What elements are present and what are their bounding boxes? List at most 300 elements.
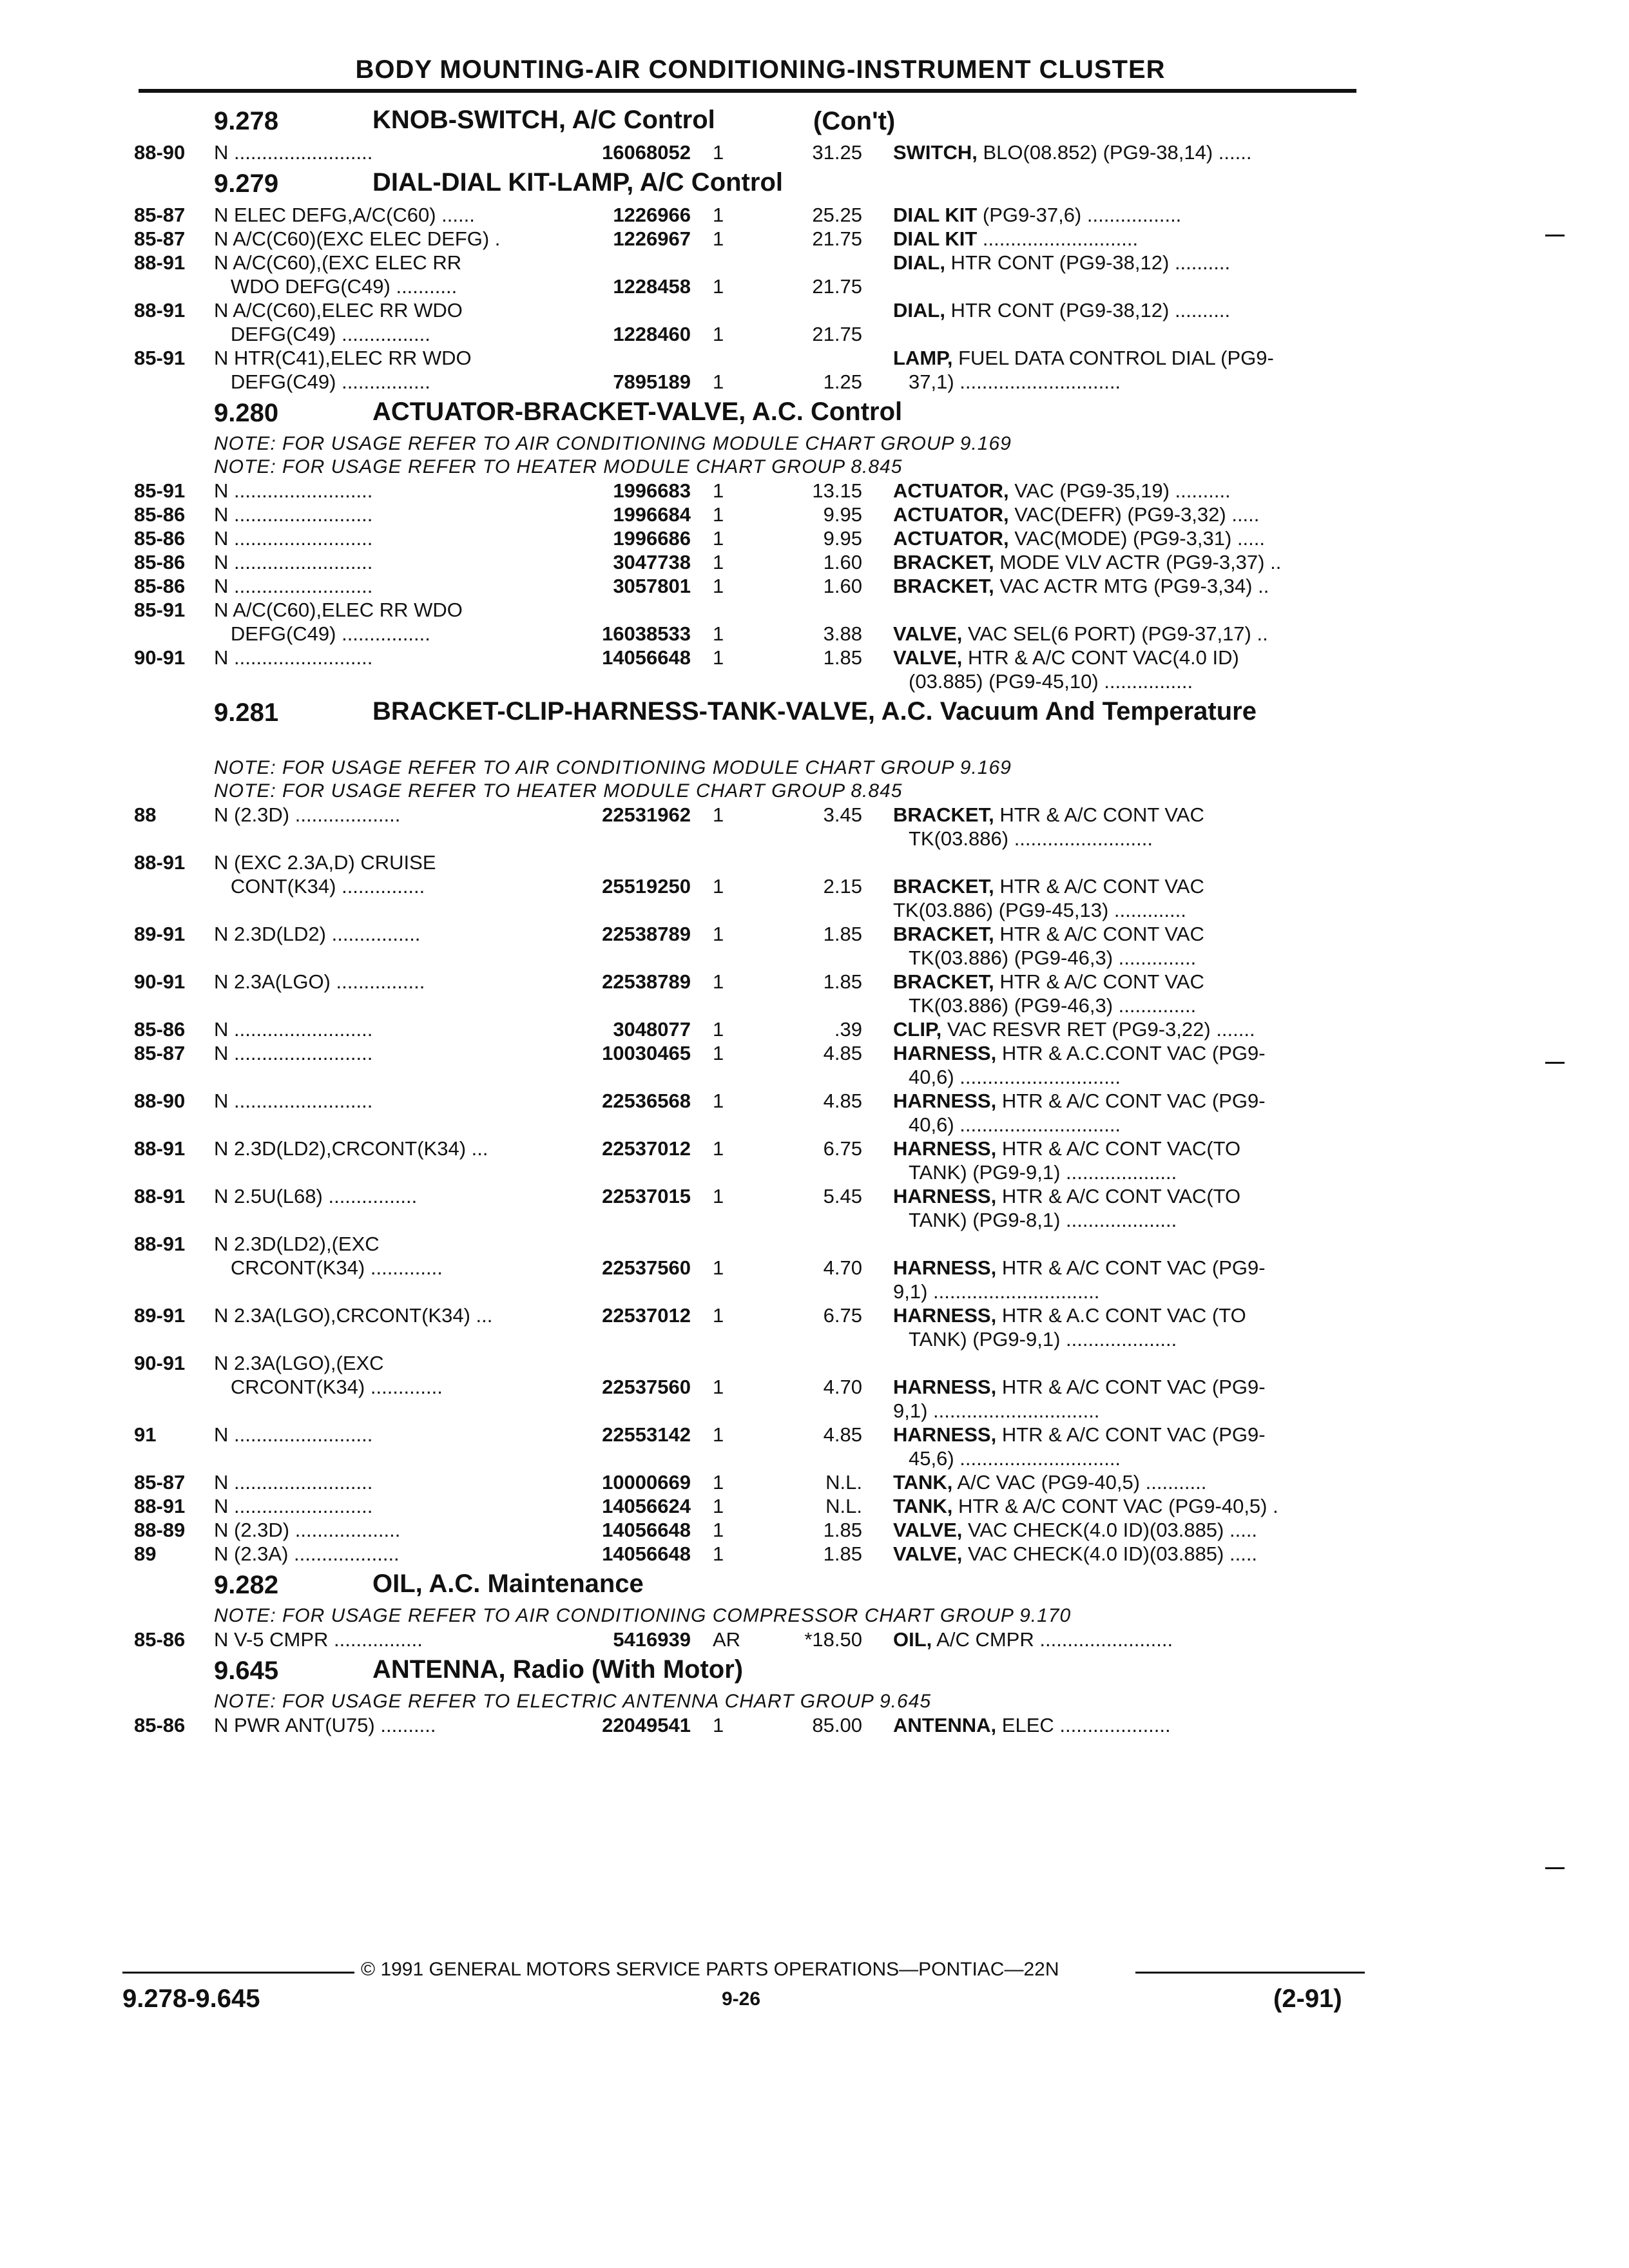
table-row: [0, 526, 1629, 550]
part-name-line: [893, 1327, 1364, 1351]
section-title: BRACKET-CLIP-HARNESS-TANK-VALVE, A.C. Vacuum And Temperature: [372, 697, 1257, 726]
table-row: [0, 1713, 1629, 1737]
section-number: 9.278: [214, 107, 279, 135]
part-name-line: [893, 669, 1364, 693]
table-row: [0, 1089, 1629, 1137]
usage-description: [214, 1184, 562, 1208]
part-name: [893, 251, 1364, 274]
part-name: [893, 1470, 1364, 1494]
part-number: 22553142: [602, 1423, 691, 1446]
part-name-line: [893, 574, 1364, 598]
price: 1.85: [823, 1542, 862, 1565]
usage-description: [214, 1041, 562, 1065]
usage-description: [214, 1423, 562, 1446]
usage-note: NOTE: FOR USAGE REFER TO ELECTRIC ANTENNA CHART GROUP 9.645: [214, 1691, 932, 1712]
part-name-keyword: BRACKET,: [893, 970, 994, 993]
part-name-detail: VAC CHECK(4.0 ID)(03.885) .....: [962, 1519, 1258, 1541]
part-name-line: [893, 1208, 1364, 1232]
part-name: [893, 1017, 1364, 1041]
part-name-keyword: VALVE,: [893, 646, 963, 669]
part-name-keyword: ANTENNA,: [893, 1714, 997, 1736]
part-number: 1996684: [613, 503, 691, 526]
usage-description-line: N HTR(C41),ELEC RR WDO: [214, 347, 472, 369]
usage-description-line: N .........................: [214, 1042, 373, 1064]
part-name-detail: 40,6) .............................: [909, 1066, 1121, 1088]
part-name-line: [893, 1542, 1364, 1566]
part-name-line: [893, 1446, 1364, 1470]
part-name-detail: BLO(08.852) (PG9-38,14) ......: [977, 141, 1252, 164]
part-name-detail: A/C VAC (PG9-40,5) ...........: [952, 1471, 1207, 1494]
usage-description-line: N 2.3A(LGO),(EXC: [214, 1352, 384, 1374]
model-years: 88-91: [134, 1185, 186, 1207]
price: 3.45: [823, 803, 862, 826]
quantity: 1: [713, 923, 724, 945]
part-name-detail: VAC (PG9-35,19) ..........: [1008, 479, 1231, 502]
part-name-detail: A/C CMPR ........................: [932, 1628, 1173, 1651]
usage-description-line: DEFG(C49) ................: [214, 370, 430, 393]
part-number: 5416939: [613, 1628, 691, 1651]
part-number: 22531962: [602, 803, 691, 826]
model-years: 91: [134, 1423, 157, 1446]
quantity: 1: [713, 1137, 724, 1160]
part-number: 14056648: [602, 1519, 691, 1541]
table-row: [0, 1184, 1629, 1232]
table-row: [0, 346, 1629, 394]
table-row: [0, 503, 1629, 526]
copyright-notice: © 1991 GENERAL MOTORS SERVICE PARTS OPERATIONS—PONTIAC—22N: [361, 1959, 1059, 1980]
section-title: ACTUATOR-BRACKET-VALVE, A.C. Control: [372, 398, 903, 426]
part-name-line: [893, 1399, 1364, 1423]
model-years: 85-86: [134, 575, 186, 597]
revision-date: (2-91): [1273, 1984, 1342, 2013]
quantity: 1: [713, 970, 724, 993]
price: 21.75: [812, 323, 862, 345]
price: 4.85: [823, 1090, 862, 1112]
part-name-detail: TK(03.886) (PG9-46,3) ..............: [909, 994, 1197, 1017]
part-name-keyword: TANK,: [893, 1495, 953, 1517]
price: 85.00: [812, 1714, 862, 1736]
part-name: [893, 1628, 1364, 1651]
part-name-keyword: BRACKET,: [893, 875, 994, 898]
part-name: [893, 646, 1364, 693]
price: 4.85: [823, 1423, 862, 1446]
part-name-line: [893, 1089, 1364, 1113]
part-name-keyword: BRACKET,: [893, 803, 994, 826]
usage-description-line: N .........................: [214, 1495, 373, 1517]
part-name-detail: TK(03.886) .........................: [909, 827, 1153, 850]
model-years: 89: [134, 1542, 157, 1565]
part-number: 3048077: [613, 1018, 691, 1041]
price: 25.25: [812, 204, 862, 226]
part-name-detail: HTR & A/C CONT VAC (PG9-: [996, 1423, 1266, 1446]
part-name-line: [893, 1065, 1364, 1089]
part-name-detail: TK(03.886) (PG9-46,3) ..............: [909, 947, 1197, 969]
price: N.L.: [825, 1495, 862, 1517]
part-name-line: [893, 298, 1364, 322]
section-header: [0, 1566, 1629, 1604]
part-number: 25519250: [602, 875, 691, 898]
part-name-keyword: DIAL KIT: [893, 204, 978, 226]
part-name-line: [893, 1232, 1364, 1256]
usage-description: [214, 1303, 562, 1327]
margin-mark: [1545, 235, 1565, 236]
usage-description: [214, 227, 562, 251]
part-number: 1226967: [613, 227, 691, 250]
usage-description-line: N A/C(C60),ELEC RR WDO: [214, 599, 463, 621]
price: 21.75: [812, 275, 862, 298]
quantity: 1: [713, 1714, 724, 1736]
usage-description-line: DEFG(C49) ................: [214, 323, 430, 345]
usage-description-line: N A/C(C60)(EXC ELEC DEFG) .: [214, 227, 501, 250]
model-years: 89-91: [134, 1304, 186, 1327]
table-row: [0, 479, 1629, 503]
part-name-detail: HTR & A/C CONT VAC (PG9-: [996, 1090, 1266, 1112]
quantity: 1: [713, 622, 724, 645]
usage-description-line: WDO DEFG(C49) ...........: [214, 275, 458, 298]
quantity: 1: [713, 204, 724, 226]
section-number: 9.282: [214, 1571, 279, 1599]
part-number: 22049541: [602, 1714, 691, 1736]
model-years: 85-91: [134, 599, 186, 621]
part-name-line: [893, 646, 1364, 669]
quantity: 1: [713, 1542, 724, 1565]
table-row: [0, 1494, 1629, 1518]
part-name-line: [893, 526, 1364, 550]
usage-description: [214, 646, 562, 669]
model-years: 90-91: [134, 970, 186, 993]
quantity: 1: [713, 527, 724, 550]
margin-mark: [1545, 1062, 1565, 1064]
part-name-keyword: TANK,: [893, 1471, 953, 1494]
part-name-line: [893, 922, 1364, 946]
part-name: [893, 1303, 1364, 1351]
usage-description-line: N 2.3D(LD2) ................: [214, 923, 421, 945]
section-number: 9.280: [214, 399, 279, 427]
usage-description-line: N .........................: [214, 141, 373, 164]
page-number: 9-26: [722, 1988, 761, 2010]
part-name-keyword: LAMP,: [893, 347, 953, 369]
part-name-line: [893, 1041, 1364, 1065]
model-years: 85-86: [134, 503, 186, 526]
part-name-detail: VAC ACTR MTG (PG9-3,34) ..: [994, 575, 1269, 597]
part-name-detail: TANK) (PG9-8,1) ....................: [909, 1209, 1177, 1231]
table-row: [0, 970, 1629, 1017]
part-number: 1228460: [613, 323, 691, 345]
price: 5.45: [823, 1185, 862, 1207]
section-header: [0, 1651, 1629, 1690]
part-name-line: [893, 1137, 1364, 1160]
usage-description-line: CRCONT(K34) .............: [214, 1376, 443, 1398]
table-row: [0, 1423, 1629, 1470]
table-row: [0, 646, 1629, 693]
part-name-detail: HTR & A/C CONT VAC: [994, 875, 1204, 898]
part-name-detail: HTR & A/C CONT VAC: [994, 923, 1204, 945]
part-name-detail: HTR & A/C CONT VAC(4.0 ID): [962, 646, 1239, 669]
quantity: 1: [713, 875, 724, 898]
usage-description-line: N (EXC 2.3A,D) CRUISE: [214, 851, 436, 874]
usage-description-line: CRCONT(K34) .............: [214, 1256, 443, 1279]
part-name: [893, 1423, 1364, 1470]
part-number: 22538789: [602, 970, 691, 993]
section-header: [0, 693, 1629, 756]
section-title: ANTENNA, Radio (With Motor): [372, 1655, 744, 1684]
usage-description: [214, 970, 562, 994]
model-years: 88-89: [134, 1519, 186, 1541]
usage-note: NOTE: FOR USAGE REFER TO AIR CONDITIONING MODULE CHART GROUP 9.169: [214, 757, 1012, 778]
part-name: [893, 203, 1364, 227]
quantity: 1: [713, 1376, 724, 1398]
quantity: 1: [713, 1018, 724, 1041]
quantity: 1: [713, 575, 724, 597]
section-title: DIAL-DIAL KIT-LAMP, A/C Control: [372, 168, 783, 197]
table-row: [0, 803, 1629, 850]
part-name-detail: ............................: [977, 227, 1139, 250]
part-number: 1996686: [613, 527, 691, 550]
part-name-detail: VAC(MODE) (PG9-3,31) .....: [1008, 527, 1266, 550]
usage-description-line: N ELEC DEFG,A/C(C60) ......: [214, 204, 475, 226]
part-name: [893, 1494, 1364, 1518]
usage-description-line: N 2.3D(LD2),(EXC: [214, 1233, 380, 1255]
usage-description: [214, 1542, 562, 1566]
part-number: 14056648: [602, 1542, 691, 1565]
usage-description-line: N A/C(C60),(EXC ELEC RR: [214, 251, 462, 274]
part-name-keyword: ACTUATOR,: [893, 479, 1009, 502]
part-name-line: [893, 1713, 1364, 1737]
part-name-detail: 9,1) ..............................: [893, 1399, 1100, 1422]
part-name-detail: (PG9-37,6) .................: [977, 204, 1182, 226]
usage-description-line: N .........................: [214, 527, 373, 550]
model-years: 88-91: [134, 299, 186, 322]
part-number: 3057801: [613, 575, 691, 597]
usage-description: [214, 479, 562, 503]
price: 1.25: [823, 370, 862, 393]
usage-note: NOTE: FOR USAGE REFER TO HEATER MODULE CHART GROUP 8.845: [214, 780, 903, 802]
part-name-line: [893, 1017, 1364, 1041]
usage-description: [214, 598, 562, 646]
part-name-detail: HTR & A/C CONT VAC (PG9-40,5) .: [952, 1495, 1278, 1517]
model-years: 85-87: [134, 1471, 186, 1494]
part-number: 22538789: [602, 923, 691, 945]
usage-description-line: N .........................: [214, 479, 373, 502]
part-name-detail: ELEC ....................: [996, 1714, 1171, 1736]
part-number: 22537012: [602, 1304, 691, 1327]
part-name-line: [893, 1160, 1364, 1184]
usage-description: [214, 251, 562, 298]
model-years: 85-87: [134, 204, 186, 226]
usage-description: [214, 922, 562, 946]
usage-description-line: DEFG(C49) ................: [214, 622, 430, 645]
part-name-detail: 40,6) .............................: [909, 1113, 1121, 1136]
quantity: 1: [713, 1185, 724, 1207]
model-years: 85-86: [134, 1628, 186, 1651]
part-name: [893, 140, 1364, 164]
price: 1.85: [823, 646, 862, 669]
price: 1.85: [823, 923, 862, 945]
model-years: 90-91: [134, 1352, 186, 1374]
table-row: [0, 251, 1629, 298]
quantity: 1: [713, 141, 724, 164]
quantity: 1: [713, 370, 724, 393]
part-name-line: [893, 550, 1364, 574]
price: 31.25: [812, 141, 862, 164]
part-name: [893, 479, 1364, 503]
model-years: 85-87: [134, 1042, 186, 1064]
part-name-detail: HTR & A.C CONT VAC (TO: [996, 1304, 1246, 1327]
usage-description: [214, 574, 562, 598]
part-number: 16068052: [602, 141, 691, 164]
part-name-keyword: HARNESS,: [893, 1090, 997, 1112]
part-name-keyword: BRACKET,: [893, 923, 994, 945]
table-row: [0, 1041, 1629, 1089]
price: 6.75: [823, 1137, 862, 1160]
section-number: 9.645: [214, 1657, 279, 1685]
part-number: 22537560: [602, 1256, 691, 1279]
quantity: 1: [713, 803, 724, 826]
table-row: [0, 922, 1629, 970]
table-row: [0, 1017, 1629, 1041]
section-number: 9.279: [214, 169, 279, 198]
usage-description-line: N V-5 CMPR ................: [214, 1628, 423, 1651]
model-years: 85-86: [134, 551, 186, 573]
part-name-line: [893, 251, 1364, 274]
quantity: 1: [713, 1090, 724, 1112]
usage-note: NOTE: FOR USAGE REFER TO HEATER MODULE CHART GROUP 8.845: [214, 456, 903, 477]
part-name-line: [893, 1184, 1364, 1208]
usage-description: [214, 1089, 562, 1113]
usage-description-line: N 2.3D(LD2),CRCONT(K34) ...: [214, 1137, 488, 1160]
price: 4.70: [823, 1376, 862, 1398]
part-name-detail: VAC RESVR RET (PG9-3,22) .......: [941, 1018, 1255, 1041]
usage-description-line: N .........................: [214, 503, 373, 526]
part-number: 22537012: [602, 1137, 691, 1160]
part-name-detail: TANK) (PG9-9,1) ....................: [909, 1328, 1177, 1350]
usage-description: [214, 1494, 562, 1518]
price: 13.15: [812, 479, 862, 502]
price: 1.85: [823, 1519, 862, 1541]
section-number: 9.281: [214, 698, 279, 727]
part-number: 1226966: [613, 204, 691, 226]
quantity: 1: [713, 1304, 724, 1327]
part-name-keyword: DIAL,: [893, 299, 945, 322]
quantity: 1: [713, 1256, 724, 1279]
part-name: [893, 526, 1364, 550]
part-name-detail: 9,1) ..............................: [893, 1280, 1100, 1303]
part-name-line: [893, 994, 1364, 1017]
parts-list: [0, 102, 1629, 1737]
part-number: 14056648: [602, 646, 691, 669]
quantity: 1: [713, 227, 724, 250]
part-name-keyword: HARNESS,: [893, 1185, 997, 1207]
model-years: 90-91: [134, 646, 186, 669]
usage-note: NOTE: FOR USAGE REFER TO AIR CONDITIONING MODULE CHART GROUP 9.169: [214, 433, 1012, 454]
quantity: 1: [713, 275, 724, 298]
group-range: 9.278-9.645: [122, 1984, 260, 2013]
usage-description: [214, 1628, 562, 1651]
part-name-line: [893, 1494, 1364, 1518]
part-name-line: [893, 850, 1364, 874]
quantity: AR: [713, 1628, 741, 1651]
part-name-detail: TANK) (PG9-9,1) ....................: [909, 1161, 1177, 1184]
part-name-line: [893, 1280, 1364, 1303]
part-name-line: [893, 1518, 1364, 1542]
quantity: 1: [713, 1042, 724, 1064]
part-name-line: [893, 479, 1364, 503]
quantity: 1: [713, 1519, 724, 1541]
usage-description: [214, 1137, 562, 1160]
quantity: 1: [713, 1423, 724, 1446]
part-name: [893, 803, 1364, 850]
usage-description-line: N 2.3A(LGO),CRCONT(K34) ...: [214, 1304, 493, 1327]
part-name-keyword: ACTUATOR,: [893, 503, 1009, 526]
part-name: [893, 1041, 1364, 1089]
part-name-line: [893, 1256, 1364, 1280]
part-name: [893, 1184, 1364, 1232]
usage-description-line: N (2.3D) ...................: [214, 1519, 401, 1541]
part-name-detail: HTR & A/C CONT VAC(TO: [996, 1137, 1241, 1160]
part-name-detail: HTR & A/C CONT VAC(TO: [996, 1185, 1241, 1207]
part-number: 14056624: [602, 1495, 691, 1517]
price: *18.50: [804, 1628, 862, 1651]
price: 21.75: [812, 227, 862, 250]
part-name: [893, 922, 1364, 970]
part-name: [893, 298, 1364, 322]
model-years: 89-91: [134, 923, 186, 945]
part-name-detail: HTR CONT (PG9-38,12) ..........: [945, 251, 1231, 274]
part-number: 7895189: [613, 370, 691, 393]
section-continued-label: (Con't): [813, 107, 896, 135]
part-number: 1996683: [613, 479, 691, 502]
model-years: 88-90: [134, 1090, 186, 1112]
part-number: 10000669: [602, 1471, 691, 1494]
part-name-keyword: HARNESS,: [893, 1423, 997, 1446]
usage-description-line: N 2.5U(L68) ................: [214, 1185, 418, 1207]
part-name-keyword: BRACKET,: [893, 575, 994, 597]
usage-description: [214, 1351, 562, 1399]
price: .39: [834, 1018, 862, 1041]
part-name-detail: VAC(DEFR) (PG9-3,32) .....: [1008, 503, 1260, 526]
part-name-keyword: OIL,: [893, 1628, 932, 1651]
part-name-detail: 45,6) .............................: [909, 1447, 1121, 1470]
price: 9.95: [823, 527, 862, 550]
model-years: 85-87: [134, 227, 186, 250]
part-name-line: [893, 874, 1364, 898]
part-number: 22537560: [602, 1376, 691, 1398]
quantity: 1: [713, 503, 724, 526]
part-name: [893, 598, 1364, 646]
quantity: 1: [713, 1495, 724, 1517]
model-years: 88-91: [134, 1233, 186, 1255]
part-name: [893, 1089, 1364, 1137]
usage-description-line: N .........................: [214, 551, 373, 573]
part-name-line: [893, 803, 1364, 827]
part-name-line: [893, 1375, 1364, 1399]
part-name-detail: 37,1) .............................: [909, 370, 1121, 393]
table-row: [0, 1542, 1629, 1566]
model-years: 88-90: [134, 141, 186, 164]
price: 4.70: [823, 1256, 862, 1279]
quantity: 1: [713, 479, 724, 502]
model-years: 88-91: [134, 251, 186, 274]
usage-description: [214, 346, 562, 394]
part-name-line: [893, 370, 1364, 394]
usage-description: [214, 526, 562, 550]
part-name-keyword: VALVE,: [893, 1542, 963, 1565]
part-number: 10030465: [602, 1042, 691, 1064]
price: 1.85: [823, 970, 862, 993]
usage-description: [214, 1518, 562, 1542]
part-name-keyword: HARNESS,: [893, 1304, 997, 1327]
table-row: [0, 550, 1629, 574]
